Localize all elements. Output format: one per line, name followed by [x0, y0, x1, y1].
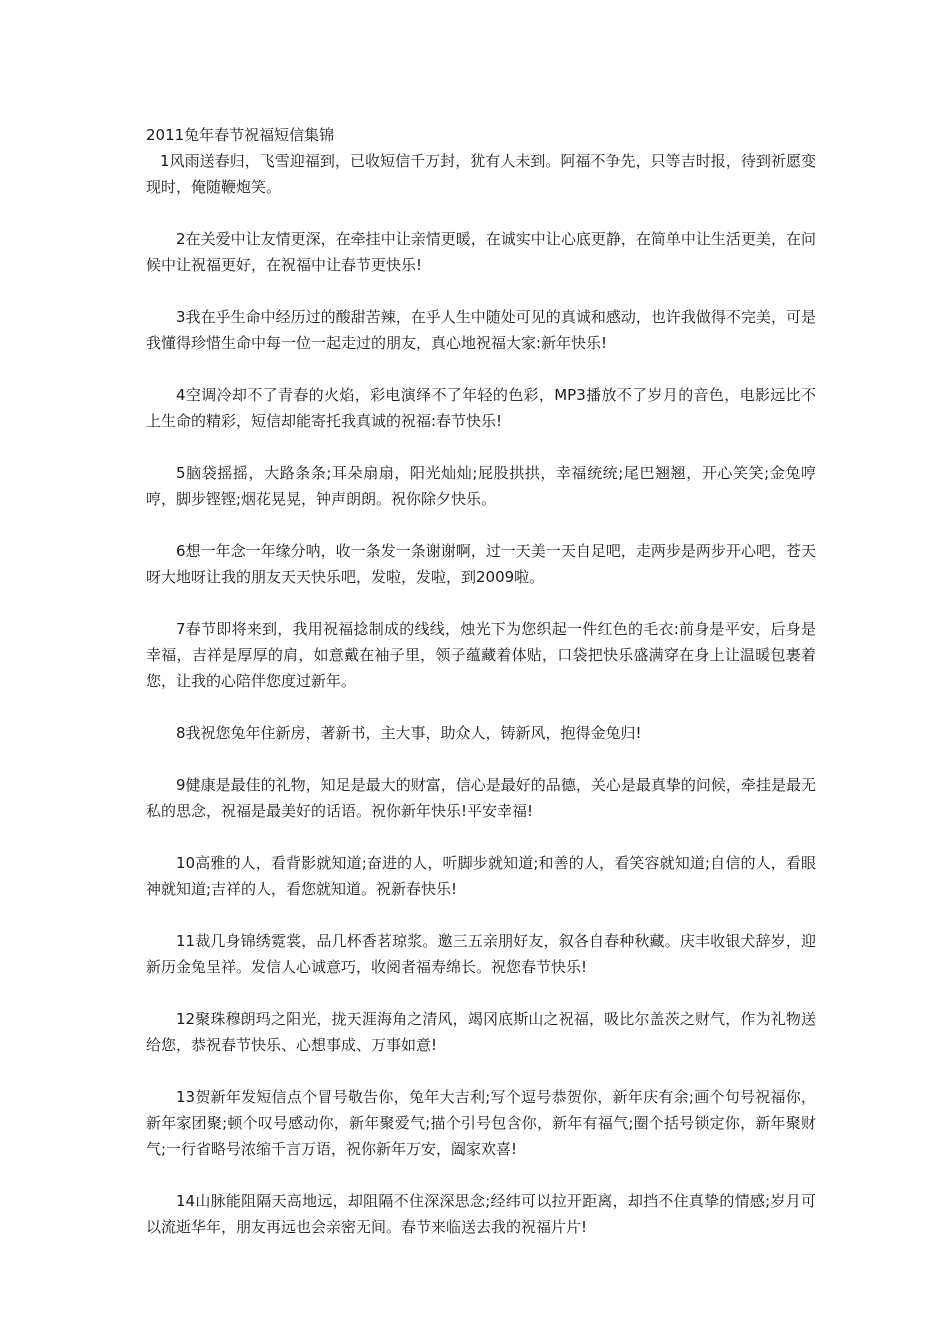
paragraph-9: 9健康是最佳的礼物，知足是最大的财富，信心是最好的品德，关心是最真挚的问候，牵挂是最无私的思念，祝福是最美好的话语。祝你新年快乐!平安幸福!: [146, 776, 816, 820]
paragraph-6: 6想一年念一年缘分呐，收一条发一条谢谢啊，过一天美一天自足吧，走两步是两步开心吧，苍天呀大地呀让我的朋友天天快乐吧，发啦，发啦，到2009啦。: [146, 542, 816, 586]
paragraph-12: 12聚珠穆朗玛之阳光，拢天涯海角之清风，竭冈底斯山之祝福，吸比尔盖茨之财气，作为礼物送给您，恭祝春节快乐、心想事成、万事如意!: [146, 1010, 816, 1054]
paragraph-2: 2在关爱中让友情更深，在牵挂中让亲情更暖，在诚实中让心底更静，在简单中让生活更美，在问候中让祝福更好，在祝福中让春节更快乐!: [146, 230, 816, 274]
paragraph-3: 3我在乎生命中经历过的酸甜苦辣，在乎人生中随处可见的真诚和感动，也许我做得不完美，可是我懂得珍惜生命中每一位一起走过的朋友，真心地祝福大家:新年快乐!: [146, 308, 816, 352]
paragraph-11: 11裁几身锦绣霓裳，品几杯香茗琼浆。邀三五亲朋好友，叙各自春种秋藏。庆丰收银犬辞岁，迎新历金兔呈祥。发信人心诚意巧，收阅者福寿绵长。祝您春节快乐!: [146, 932, 816, 976]
paragraph-10: 10高雅的人，看背影就知道;奋进的人，听脚步就知道;和善的人，看笑容就知道;自信的人，看眼神就知道;吉祥的人，看您就知道。祝新春快乐!: [146, 854, 816, 898]
document-title: 2011兔年春节祝福短信集锦: [146, 126, 335, 144]
paragraph-4: 4空调冷却不了青春的火焰，彩电演绎不了年轻的色彩，MP3播放不了岁月的音色，电影远比不上生命的精彩，短信却能寄托我真诚的祝福:春节快乐!: [146, 386, 816, 430]
paragraph-8: 8我祝您兔年住新房，著新书，主大事，助众人，铸新风，抱得金兔归!: [176, 724, 642, 742]
paragraph-13: 13贺新年发短信点个冒号敬告你，兔年大吉利;写个逗号恭贺你，新年庆有余;画个句号祝福你，新年家团聚;顿个叹号感动你，新年聚爱气;描个引号包含你，新年有福气;圈个括号锁定你，新年聚财气;一行省略号浓缩千言万语，祝你新年万安，阖家欢喜!: [146, 1088, 816, 1158]
paragraph-1: 1风雨送春归，飞雪迎福到，已收短信千万封，犹有人未到。阿福不争先，只等吉时报，待到祈愿变现时，俺随鞭炮笑。: [146, 152, 816, 196]
paragraph-14: 14山脉能阻隔天高地远，却阻隔不住深深思念;经纬可以拉开距离，却挡不住真挚的情感;岁月可以流逝华年，朋友再远也会亲密无间。春节来临送去我的祝福片片!: [146, 1192, 816, 1236]
paragraph-7: 7春节即将来到，我用祝福捻制成的线线，烛光下为您织起一件红色的毛衣:前身是平安，后身是幸福，吉祥是厚厚的肩，如意戴在袖子里，领子蕴藏着体贴，口袋把快乐盛满穿在身上让温暖包裹着您，让我的心陪伴您度过新年。: [146, 620, 816, 690]
document-body: [146, 122, 816, 1266]
paragraph-5: 5脑袋摇摇，大路条条;耳朵扇扇，阳光灿灿;屁股拱拱，幸福统统;尾巴翘翘，开心笑笑;金兔哼哼，脚步铿铿;烟花晃晃，钟声朗朗。祝你除夕快乐。: [146, 464, 816, 508]
